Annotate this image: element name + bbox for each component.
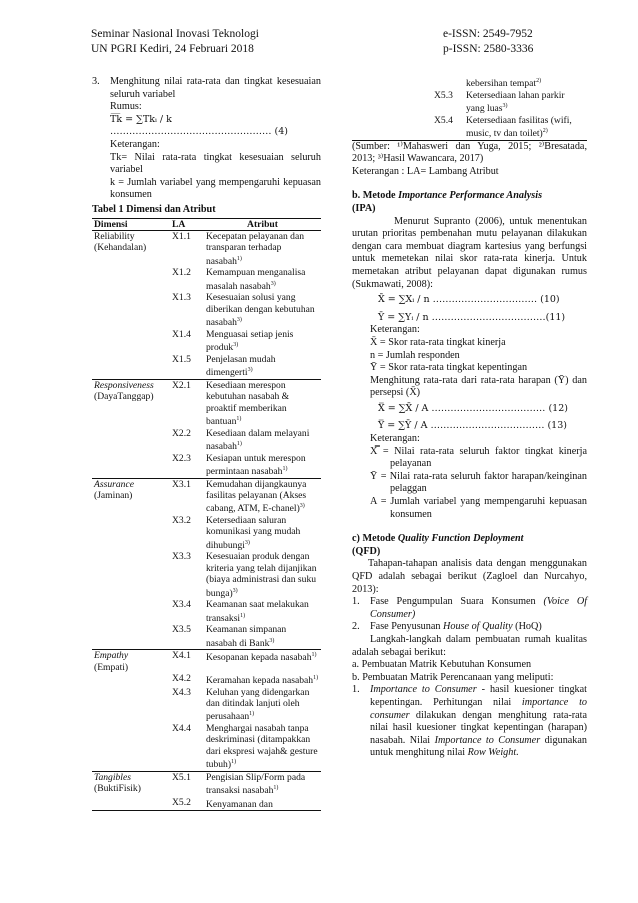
table-row — [92, 428, 321, 453]
step-b: b. Pembuatan Matrik Perencanaan yang meliputi: — [352, 671, 554, 683]
rumus-label: Rumus: — [110, 101, 142, 113]
dimension-cell: Assurance (Jaminan) — [92, 478, 170, 515]
la-cell: X3.3 — [172, 551, 191, 563]
attribute-cell: Kesopanan kepada nasabah$^{1)}$ — [204, 650, 321, 673]
page-header — [91, 27, 547, 57]
table-title: Tabel 1 Dimensi dan Atribut — [92, 203, 216, 215]
ket2-x: X̿ = Nilai rata-rata seluruh faktor tingkat kinerja pelayanan — [370, 445, 587, 470]
dimension-table — [92, 218, 321, 812]
la-cell: X1.5 — [172, 353, 191, 365]
attribute-cell: Ketersediaan saluran komunikasi yang mudah dihubungi$^{3)}$ — [206, 514, 301, 551]
p-issn: p-ISSN: 2580-3336 — [443, 43, 534, 55]
table-row — [92, 515, 321, 551]
section-c-title: c) Metode Quality Function Deployment (QFD) — [352, 533, 524, 557]
dimension-cell — [352, 115, 432, 140]
table-row — [92, 624, 321, 650]
dimension-cell — [92, 673, 170, 687]
dimension-cell — [352, 90, 432, 115]
attribute-cell: Kesesuaian produk dengan kriteria yang telah dijanjikan (biaya administrasi dan suku bunga)$^{3)}$ — [206, 551, 317, 599]
importance-to-consumer: 1. Importance to Consumer - hasil kuesioner tingkat kepentingan. Perhitungan nilai importance to consumer dilakukan dengan menghitung rata-rata nilai hasil kuesioner tingkat kepentingan (harapan) nasabah. Nilai Importance to Consumer digunakan untuk menghitung nilai Row Weight. — [352, 684, 588, 759]
equation-10: X̄ = ∑Xᵢ / n …………………………… (10) — [378, 294, 560, 306]
e-issn: e-ISSN: 2549-7952 — [443, 28, 533, 40]
ket-hitung: Menghitung rata-rata dari rata-rata harapan (Ȳ) dan persepsi (X̄) — [370, 374, 587, 399]
attribute-cell: Kesediaan merespon kebutuhan nasabah & proaktif memberikan bantuan$^{1)}$ — [204, 379, 321, 427]
la-cell: X2.2 — [172, 427, 191, 439]
keterangan-label: Keterangan: — [110, 138, 160, 150]
equation-12: X̿ = ∑X̄ / A ……………………………… (12) — [378, 402, 568, 414]
dimension-cell — [92, 723, 170, 771]
la-cell: X5.2 — [170, 797, 204, 811]
dimension-cell — [92, 292, 170, 328]
table-row — [92, 230, 321, 267]
attribute-cell: Kesediaan dalam melayani nasabah$^{1)}$ — [206, 427, 310, 453]
dimension-cell — [92, 551, 170, 599]
ipa-keterangan2-label: Keterangan: — [370, 433, 420, 445]
dimension-cell: Empathy (Empati) — [92, 650, 170, 673]
qfd-step-2: 2. Fase Penyusunan House of Quality (HoQ) — [352, 621, 542, 633]
table-row — [92, 551, 321, 599]
ket2-y: Ȳ = Nilai rata-rata seluruh faktor harapan/keinginan pelaggan — [370, 470, 587, 495]
attribute-cell: Keramahan kepada nasabah$^{1)}$ — [206, 675, 319, 687]
attribute-cell: Keamanan saat melakukan transaksi$^{1)}$ — [206, 599, 309, 624]
table-row — [352, 76, 587, 90]
la-cell: X4.3 — [172, 686, 191, 698]
dimension-cell: Responsiveness (DayaTanggap) — [92, 379, 170, 427]
table-row — [92, 329, 321, 354]
dimension-cell — [92, 624, 170, 650]
table-row — [92, 797, 321, 811]
section-b-title: b. Metode Importance Performance Analysis (IPA) — [352, 190, 543, 214]
la-cell: X4.2 — [172, 673, 191, 684]
dimension-cell: Tangibles (BuktiFisik) — [92, 771, 170, 797]
attribute-cell: Kecepatan pelayanan dan transparan terhadap nasabah$^{1)}$ — [206, 230, 305, 267]
keterangan-k: k = Jumlah variabel yang mempengaruhi kepuasan konsumen — [110, 176, 321, 201]
attribute-cell: Kesiapan untuk merespon permintaan nasabah$^{1)}$ — [206, 452, 306, 478]
table-row — [92, 650, 321, 673]
dimension-cell — [92, 515, 170, 551]
dimension-cell — [92, 428, 170, 453]
la-cell — [432, 76, 464, 90]
table-row — [92, 354, 321, 380]
dimension-cell — [92, 599, 170, 624]
ipa-paragraph: Menurut Supranto (2006), untuk menentukan urutan prioritas pembenahan mutu pelayanan dilakukan dengan cara membuat diagram kartesius yang berfungsi untuk memetekan nilai skor rata-rata kinerja. Untuk memetakan atribut pelayanan dapat digunakan rumus (Sukmawati, 2008): — [352, 215, 587, 290]
equation-13: Y̿ = ∑Ȳ / A ……………………………… (13) — [378, 420, 567, 432]
hoq-paragraph: Langkah-langkah dalam pembuatan rumah kualitas adalah sebagai berikut: — [352, 633, 587, 658]
ket-x: X̄ = Skor rata-rata tingkat kinerja — [370, 336, 506, 348]
ket-y: Ȳ = Skor rata-rata tingkat kepentingan — [370, 362, 528, 374]
equation-4: T̅k̅ = ∑Tkᵢ / k …………………………………………… (4) — [110, 113, 288, 138]
la-cell: X4.4 — [172, 723, 191, 734]
left-column — [92, 76, 321, 811]
seminar-name: Seminar Nasional Inovasi Teknologi — [91, 28, 259, 40]
dimension-cell — [92, 453, 170, 479]
attribute-cell: Menguasai setiap jenis produk$^{3)}$ — [206, 328, 294, 354]
attribute-cell: Pengisian Slip/Form pada transaksi nasabah$^{1)}$ — [204, 771, 321, 797]
dimension-cell — [92, 329, 170, 354]
table-row — [92, 478, 321, 515]
equation-11: Ȳ = ∑Yᵢ / n ………………………………(11) — [378, 311, 566, 323]
la-cell: X1.3 — [172, 292, 191, 304]
la-cell: X4.1 — [170, 650, 204, 673]
attribute-cell: Penjelasan mudah dimengerti$^{3)}$ — [206, 353, 276, 379]
attribute-cell: Ketersediaan lahan parkir yang luas$^{3)}$ — [466, 89, 565, 115]
table-row — [92, 687, 321, 723]
table-row — [352, 90, 587, 115]
table-row — [92, 292, 321, 328]
la-cell: X5.1 — [170, 771, 204, 797]
seminar-date: UN PGRI Kediri, 24 Februari 2018 — [91, 43, 254, 55]
la-cell: X3.2 — [172, 514, 191, 526]
la-cell: X2.3 — [172, 452, 191, 464]
table-row — [92, 723, 321, 771]
la-cell: X3.1 — [170, 478, 204, 515]
table-row — [92, 673, 321, 687]
step-a: a. Pembuatan Matrik Kebutuhan Konsumen — [352, 659, 532, 671]
la-cell: X1.4 — [172, 328, 191, 340]
ket-n: n = Jumlah responden — [370, 349, 460, 361]
dimension-cell — [92, 354, 170, 380]
table-row — [92, 771, 321, 797]
table-row — [92, 599, 321, 624]
la-cell: X2.1 — [170, 379, 204, 427]
header-dimensi: Dimensi — [92, 218, 170, 230]
header-la: LA — [170, 218, 204, 230]
header-atribut: Atribut — [204, 218, 321, 230]
attribute-cell: Keamanan simpanan nasabah di Bank$^{3)}$ — [206, 624, 287, 649]
table-row — [92, 267, 321, 292]
right-column — [352, 76, 587, 760]
la-cell: X1.2 — [172, 267, 191, 279]
la-cell: X1.1 — [172, 230, 191, 242]
attribute-cell: Kemampuan menganalisa masalah nasabah$^{3)}$ — [206, 267, 306, 292]
qfd-paragraph: Tahapan-tahapan analisis data dengan menggunakan QFD adalah sebagai berikut (Zagloel dan Nurcahyo, 2013): — [352, 558, 587, 595]
la-cell: X5.3 — [434, 89, 453, 101]
table-row — [92, 379, 321, 427]
table-source: (Sumber: ¹⁾Mahasweri dan Yuga, 2015; ²⁾Bresatada, 2013; ³⁾Hasil Wawancara, 2017) — [352, 140, 587, 165]
attribute-cell: Kesesuaian solusi yang diberikan dengan kebutuhan nasabah$^{3)}$ — [206, 292, 315, 329]
attribute-cell: Menghargai nasabah tanpa deskriminasi (ditampakkan dari ekspresi wajah& gesture tubuh)$^{1)}$ — [206, 723, 318, 771]
attribute-cell: Ketersediaan fasilitas (wifi, music, tv dan toilet)$^{2)}$ — [466, 114, 572, 140]
dimension-cell — [92, 687, 170, 723]
table-row — [352, 115, 587, 140]
table-row — [92, 453, 321, 479]
dimension-cell — [92, 797, 170, 811]
attribute-cell: Kemudahan dijangkaunya fasilitas pelayanan (Akses cabang, ATM, E-chanel)$^{3)}$ — [204, 478, 321, 515]
dimension-cell — [352, 76, 432, 90]
attribute-cell: Keluhan yang didengarkan dan ditindak lanjuti oleh perusahaan$^{1)}$ — [206, 686, 310, 723]
la-cell: X3.4 — [172, 599, 191, 611]
attribute-cell: Kenyamanan dan — [204, 797, 321, 811]
table-continuation — [352, 76, 587, 140]
la-cell: X3.5 — [172, 624, 191, 636]
ket2-a: A = Jumlah variabel yang mempengaruhi kepuasan konsumen — [370, 496, 587, 520]
dimension-cell: Reliability (Kehandalan) — [94, 230, 147, 254]
attribute-cell: kebersihan tempat$^{2)}$ — [466, 78, 542, 90]
la-cell: X5.4 — [434, 114, 453, 126]
qfd-step-1: 1. Fase Pengumpulan Suara Konsumen (Voice Of Consumer) — [352, 596, 588, 620]
la-keterangan: Keterangan : LA= Lambang Atribut — [352, 165, 499, 177]
step-3: 3. Menghitung nilai rata-rata dan tingkat kesesuaian seluruh variabel — [92, 76, 321, 100]
ipa-keterangan-label: Keterangan: — [370, 324, 420, 336]
dimension-cell — [92, 267, 170, 292]
keterangan-tk: Tk= Nilai rata-rata tingkat kesesuaian seluruh variabel — [110, 151, 321, 176]
